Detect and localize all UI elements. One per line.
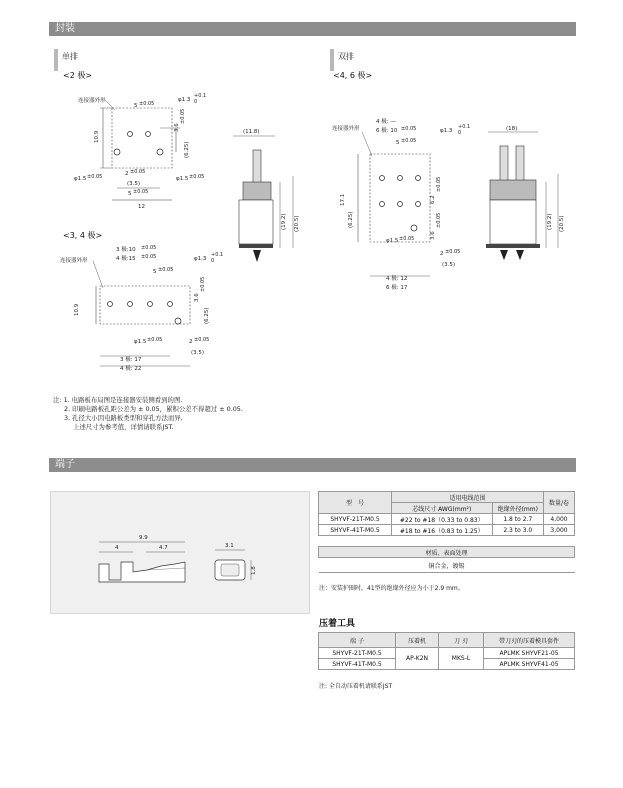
cell-model: SHYVF-41T-M0.5 (319, 525, 392, 536)
dim-label: 6.2 (430, 195, 436, 204)
dim-label: (19.2) (281, 213, 287, 230)
note-line: 上述尺寸为参考值，详情请联系JST. (73, 423, 174, 431)
cell-od: 1.8 to 2.7 (492, 514, 543, 525)
hole (108, 302, 113, 307)
tolerance-label: ±0.05 (399, 236, 415, 242)
dim-label: (20.5) (294, 215, 300, 232)
dim-label: (20.5) (559, 215, 565, 232)
tolerance-label: ±0.05 (139, 101, 155, 107)
dim-label: 3.6 (174, 123, 180, 132)
note-line: 注: 1. 电路板布局图是连接器安装侧看到的图. (53, 396, 183, 404)
pole-34-label: <3, 4 极> (63, 231, 103, 240)
tolerance-label: ±0.05 (445, 249, 461, 255)
tolerance-label: ±0.05 (87, 174, 103, 180)
dim-label: (6.25) (184, 141, 190, 158)
dim-label: 2 (189, 339, 193, 345)
package-notes (53, 396, 243, 432)
cell-terminal: SHYVF-21T-M0.5 (319, 648, 396, 659)
post (253, 250, 261, 262)
pcb (239, 244, 273, 248)
hole (416, 176, 421, 181)
hole (128, 302, 133, 307)
pcb-layout-34pole (58, 244, 233, 374)
dim-label: (3.5) (127, 181, 141, 187)
subhead-marker (54, 49, 58, 71)
housing-body (490, 200, 536, 244)
section-header-package: 封装 (49, 22, 576, 36)
tolerance-label: ±0.05 (133, 189, 149, 195)
dim-label: 5 (128, 191, 132, 197)
post (500, 250, 508, 260)
hole (148, 302, 153, 307)
pad (114, 149, 120, 155)
pad (175, 318, 181, 324)
connector-outline (370, 154, 430, 242)
wire (253, 150, 261, 184)
cell-awg: #22 to #18（0.33 to 0.83） (392, 514, 493, 525)
subhead-marker (330, 49, 334, 71)
col-header-qty: 数量/卷 (544, 492, 575, 514)
pitch-label: 6 极: 10 (376, 128, 398, 134)
crimp-tool-note: 注: 全自动压着机请联系JST (319, 683, 393, 690)
tolerance-label: ±0.05 (130, 169, 146, 175)
cell-qty: 3,000 (544, 525, 575, 536)
tolerance-label: ±0.05 (194, 337, 210, 343)
dim-label: (6.25) (348, 211, 354, 228)
dim-label: 3.6 (430, 231, 436, 240)
pcb (486, 244, 540, 248)
hole-dia-label: φ1.3 (440, 128, 453, 134)
tolerance-label: +0.1 (211, 252, 224, 258)
pitch-label: 4 极: — (376, 119, 396, 125)
material-header: 材质、表面处理 (319, 547, 575, 558)
dim-label: 5 (134, 103, 138, 109)
tolerance-label: ±0.05 (147, 337, 163, 343)
dim-label: 2 (125, 171, 129, 177)
post (516, 250, 524, 260)
crimp-tool-title: 压着工具 (319, 619, 356, 629)
pad-dia-label: φ1.5 (74, 176, 87, 182)
hole (416, 202, 421, 207)
col-header-od: 绝缘外径(mm) (492, 503, 543, 514)
pcb-layout-2pole (60, 88, 230, 218)
outline-label: 连接器外形 (60, 258, 88, 264)
terminal-drawing (51, 492, 309, 613)
dim-label: 4 极: 22 (120, 366, 142, 372)
dim-label: 3.1 (225, 543, 234, 549)
side-view-single (225, 120, 305, 270)
dim-label: 12 (138, 204, 145, 210)
col-header-die: 带刀刃的压着模具套件 (484, 633, 575, 648)
crimp-tool-table (318, 632, 575, 670)
cell-model: SHYVF-21T-M0.5 (319, 514, 392, 525)
tolerance-label: +0.1 (194, 93, 207, 99)
tolerance-label: 0 (211, 258, 215, 264)
dim-label: 10.9 (74, 303, 80, 316)
tolerance-label: ±0.05 (141, 254, 157, 260)
double-row-title: 双排 (338, 52, 354, 61)
install-note: 注：安装护圈时，41型的绝缘外径应为小于2.9 mm。 (319, 585, 464, 592)
tolerance-label: ±0.05 (436, 176, 442, 192)
dim-label: (3.5) (191, 350, 205, 356)
cell-blade: MKS-L (439, 648, 484, 670)
material-table (318, 546, 575, 573)
hole-dia-label: φ1.3 (194, 256, 207, 262)
col-header-blade: 刀 刃 (439, 633, 484, 648)
col-header-model: 型 号 (319, 492, 392, 514)
col-header-terminal: 端 子 (319, 633, 396, 648)
tolerance-label: +0.1 (458, 124, 470, 130)
cell-awg: #18 to #16（0.83 to 1.25） (392, 525, 493, 536)
table-row (319, 525, 575, 536)
dim-label: (11.8) (243, 129, 260, 135)
note-line: 2. 印刷电路板孔距公差为 ± 0.05，累积公差不得超过 ± 0.05. (64, 405, 243, 413)
dim-label: 5 (396, 140, 400, 146)
pcb-layout-double (330, 112, 470, 292)
hole (398, 176, 403, 181)
dim-label: (19.2) (547, 213, 553, 230)
col-header-range: 适用电线范围 (392, 492, 544, 503)
cell-od: 2.3 to 3.0 (492, 525, 543, 536)
tolerance-label: ±0.05 (200, 276, 206, 292)
table-row (319, 514, 575, 525)
housing-body (239, 200, 273, 244)
pitch-label: 4 极:15 (116, 256, 136, 262)
tolerance-label: ±0.05 (401, 138, 417, 144)
outline-label: 连接器外形 (78, 98, 106, 104)
dim-label: 10.9 (94, 130, 100, 143)
material-value: 铜合金，镀锡 (319, 558, 575, 573)
wire-spec-table (318, 491, 575, 536)
hole (128, 132, 133, 137)
dim-label: 4 极: 12 (386, 276, 408, 282)
dim-label: 6 极: 17 (386, 285, 408, 291)
cell-qty: 4,000 (544, 514, 575, 525)
hole (380, 202, 385, 207)
pad (157, 149, 163, 155)
dim-label: 1.8 (251, 566, 257, 575)
hole (146, 132, 151, 137)
tolerance-label: ±0.05 (436, 212, 442, 228)
section-header-terminal: 端子 (49, 458, 576, 472)
pad-dia-label: φ1.5 (134, 339, 147, 345)
housing (490, 180, 536, 200)
dim-label: 4 (115, 545, 119, 551)
pad-dia-label: φ1.5 (386, 238, 399, 244)
dim-label: (18) (506, 126, 518, 132)
dim-label: 3.6 (194, 293, 200, 302)
note-line: 3. 孔径大小因电路板类型和穿孔方法而异, (64, 414, 183, 422)
tolerance-label: ±0.05 (401, 126, 417, 132)
pad-dia-label: φ1.5 (176, 176, 189, 182)
dim-label: (6.25) (204, 307, 210, 324)
tolerance-label: 0 (458, 130, 462, 136)
dim-label: 17.1 (340, 193, 346, 206)
single-row-title: 单排 (62, 52, 78, 61)
cell-die: APLMK SHYVF41-05 (484, 659, 575, 670)
pad (411, 225, 417, 231)
hole (168, 302, 173, 307)
dim-label: 5 (153, 269, 157, 275)
housing (243, 182, 271, 200)
cell-die: APLMK SHYVF21-05 (484, 648, 575, 659)
tolerance-label: ±0.05 (158, 267, 174, 273)
cell-terminal: SHYVF-41T-M0.5 (319, 659, 396, 670)
dim-label: 9.9 (139, 535, 148, 541)
pitch-label: 3 极:10 (116, 247, 136, 253)
dim-label: (3.5) (442, 262, 456, 268)
col-header-awg: 芯线尺寸 AWG(mm²) (392, 503, 493, 514)
connector-outline (112, 108, 172, 168)
tolerance-label: ±0.05 (141, 245, 157, 251)
dim-label: 3 极: 17 (120, 357, 142, 363)
terminal-drawing-panel (50, 491, 310, 614)
table-row (319, 648, 575, 659)
cell-crimper: AP-K2N (396, 648, 439, 670)
hole (380, 176, 385, 181)
side-view-double (478, 122, 573, 262)
hole (398, 202, 403, 207)
dim-label: 4.7 (159, 545, 168, 551)
outline-label: 连接器外形 (332, 126, 360, 132)
terminal-shape (99, 562, 185, 582)
dim-label: 2 (440, 251, 444, 257)
pole-46-label: <4, 6 极> (333, 71, 373, 80)
col-header-crimper: 压着机 (396, 633, 439, 648)
tolerance-label: ±0.05 (180, 108, 186, 124)
tolerance-label: 0 (194, 99, 198, 105)
tolerance-label: ±0.05 (189, 174, 205, 180)
pole-2-label: <2 极> (63, 71, 93, 80)
hole-dia-label: φ1.3 (178, 97, 191, 103)
